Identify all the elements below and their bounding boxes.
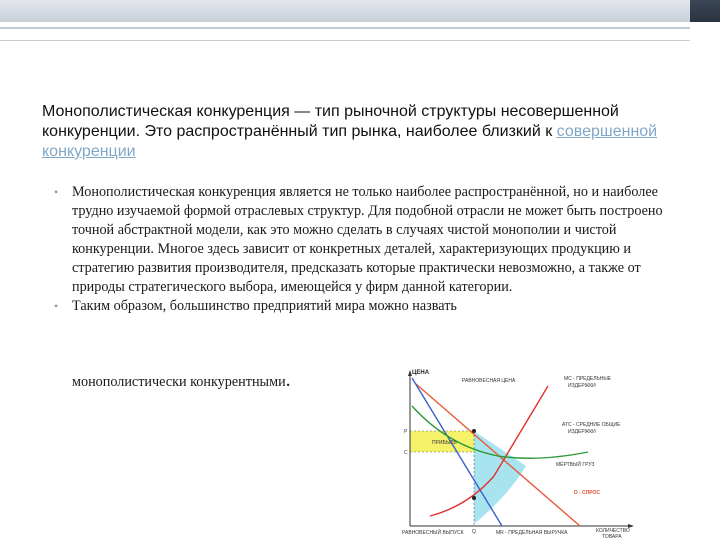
bullet-icon: • [54,185,59,199]
q-mark: Q [472,529,476,535]
atc-label-2: ИЗДЕРЖКИ [568,429,596,435]
y-axis-label: ЦЕНА [412,370,430,376]
price-label: РАВНОВЕСНАЯ ЦЕНА [462,378,516,384]
c-mark: C [404,450,408,456]
demand-curve [416,384,580,526]
heading-text: — тип рыночной структуры несовершенной конкуренции. Это распространённый тип рынка, наиболее близкий к [42,103,619,140]
equilibrium-point [472,429,476,433]
divider [0,40,690,41]
continuation: монополистически конкурентными [72,374,286,390]
bullet-icon: • [54,299,59,313]
bullet-text: Таким образом, большинство предприятий мира можно назвать [72,298,457,314]
mc-mr-point [472,496,476,500]
mc-label-2: ИЗДЕРЖКИ [568,383,596,389]
atc-label: ATC - СРЕДНИЕ ОБЩИЕ [562,422,621,428]
divider [0,27,690,29]
profit-label: ПРИБЫЛЬ [432,440,457,446]
top-band [0,0,690,22]
perfect-competition-link[interactable]: совершенной конкуренции [42,123,658,160]
output-label: РАВНОВЕСНЫЙ ВЫПУСК [402,530,464,536]
deadweight-area [474,431,526,524]
bullet-text: Монополистическая конкуренция является не только наиболее распространённой, но и наиболее трудно изучаемой формой отраслевых структур. Для подобной отрасли не может быть построено точной абстрактной модели, как это можно сделать в случаях чистой монополии и чистой конкуренции. Многое здесь зависит от конкретных деталей, характеризующих продукцию и стратегию развития производителя, предсказать которые практически невозможно, а также от природы стратегического выбора, имеющейся у фирм данной категории. [72,184,663,295]
list-item [52,183,692,297]
slide-heading [42,102,692,162]
monopolistic-competition-diagram [398,366,638,538]
list-item [52,297,692,316]
heading-term: Монополистическая конкуренция [42,103,290,120]
bullet-list [52,183,692,316]
continuation-text [72,369,291,392]
deadweight-label: МЁРТВЫЙ ГРУЗ [556,462,595,468]
x-axis-label-2: ТОВАРА [602,534,622,538]
continuation-dot: . [285,369,291,391]
p-mark: P [404,429,408,435]
x-axis-label: КОЛИЧЕСТВО [596,528,630,534]
demand-label: D - СПРОС [574,490,601,496]
mr-label: MR - ПРЕДЕЛЬНАЯ ВЫРУЧКА [496,530,568,536]
mc-label: MC - ПРЕДЕЛЬНЫЕ [564,376,612,382]
